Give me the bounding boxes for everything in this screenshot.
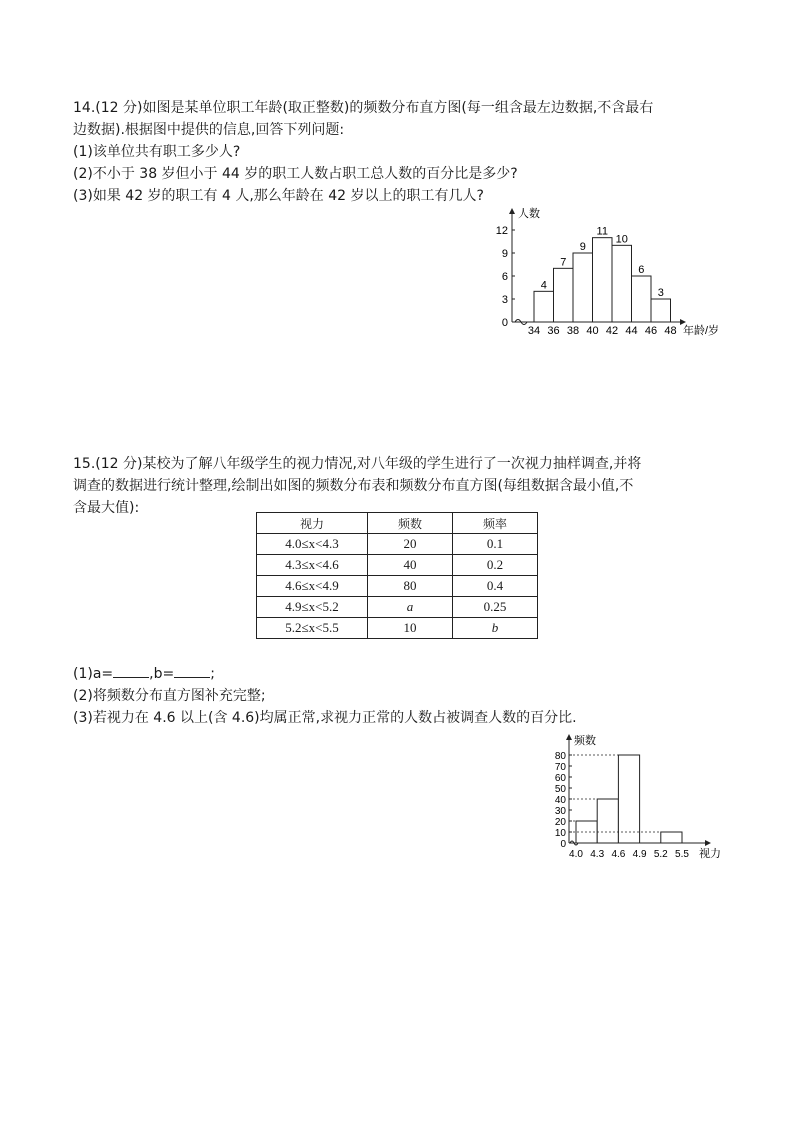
q15-sub2: (2)将频数分布直方图补充完整; [73,688,266,704]
bar-value-label: 10 [615,233,628,246]
x-tick-label: 38 [566,325,580,337]
x-tick-label: 4.9 [632,849,647,860]
x-tick-label: 48 [664,325,677,337]
table-cell: 4.3≤x<4.6 [257,555,368,576]
table-header: 频率 [453,513,538,534]
table-header: 视力 [257,513,368,534]
x-tick-label: 46 [644,325,658,337]
y-axis-label: 频数 [574,735,596,747]
table-header: 频数 [368,513,453,534]
y-tick-label: 50 [554,784,566,795]
q15-sub1-prefix: (1)a= [73,666,114,682]
q15-stem-line1: 15.(12 分)某校为了解八年级学生的视力情况,对八年级的学生进行了一次视力抽样调查,并将 [73,456,642,472]
table-cell: 80 [368,576,453,597]
table-header-row [257,513,538,534]
table-cell: a [368,597,453,618]
x-tick-label: 4.6 [611,849,626,860]
histogram-bar [554,268,574,322]
histogram-bar [534,291,554,322]
x-tick-label: 34 [527,325,541,337]
histogram-bar [597,799,618,843]
table-row [257,555,538,576]
y-tick-label: 20 [554,817,566,828]
q15-sub1-mid: ,b= [149,666,175,682]
bar-value-label: 7 [560,256,567,269]
y-tick-label: 70 [554,762,566,773]
q14-sub3: (3)如果 42 岁的职工有 4 人,那么年龄在 42 岁以上的职工有几人? [73,188,484,204]
table-cell: 5.2≤x<5.5 [257,618,368,639]
q15-sub1 [73,663,215,685]
q14-stem-line1: 14.(12 分)如图是某单位职工年龄(取正整数)的频数分布直方图(每一组含最左边数据,不含最右 [73,100,654,116]
histogram-bar [632,276,652,322]
table-cell: 4.6≤x<4.9 [257,576,368,597]
table-cell: 0.1 [453,534,538,555]
q15-sub3: (3)若视力在 4.6 以上(含 4.6)均属正常,求视力正常的人数占被调查人数的百分比. [73,710,577,726]
table-row [257,597,538,618]
table-cell: 0.25 [453,597,538,618]
y-tick-label: 6 [501,271,508,283]
y-tick-label: 80 [554,751,566,762]
x-tick-label: 44 [625,325,638,337]
table-cell: 10 [368,618,453,639]
table-cell: 20 [368,534,453,555]
age-histogram [490,200,740,345]
x-axis-label: 年龄/岁 [683,325,720,337]
frequency-table [256,512,538,639]
histogram-bar [612,245,632,322]
histogram-bar [618,755,639,843]
q15-sub1-suffix: ; [210,666,215,682]
histogram-bar [651,299,671,322]
table-row [257,618,538,639]
table-cell: b [453,618,538,639]
x-tick-label: 36 [547,325,560,337]
x-tick-label: 4.3 [590,849,605,860]
answer-blank-b[interactable] [174,663,210,678]
bar-value-label: 6 [638,264,645,276]
table-row [257,534,538,555]
table-cell: 40 [368,555,453,576]
x-tick-label: 4.0 [569,849,583,860]
y-tick-label: 10 [554,828,566,839]
y-tick-label: 0 [560,839,566,850]
bar-value-label: 4 [540,279,547,292]
q15-stem-line2: 调查的数据进行统计整理,绘制出如图的频数分布表和频数分布直方图(每组数据含最小值,不 [73,478,634,494]
vision-histogram [545,730,745,865]
x-axis-label: 视力 [699,848,721,860]
y-tick-label: 9 [501,248,508,260]
table-row [257,576,538,597]
x-axis-arrow [705,840,711,846]
x-tick-label: 5.5 [675,849,689,860]
x-tick-label: 40 [586,325,599,337]
histogram-bar [573,253,593,322]
y-tick-label: 40 [554,795,566,806]
y-axis-arrow [509,208,515,214]
y-tick-label: 3 [501,294,508,306]
histogram-bar [593,238,613,322]
bar-value-label: 3 [657,287,664,299]
y-tick-label: 12 [495,225,508,237]
table-cell: 0.2 [453,555,538,576]
q15-stem-line3: 含最大值): [73,500,140,516]
q14-sub1: (1)该单位共有职工多少人? [73,144,241,160]
y-axis-arrow [566,734,572,740]
histogram-bar [661,832,682,843]
x-tick-label: 42 [605,325,619,337]
q14-sub2: (2)不小于 38 岁但小于 44 岁的职工人数占职工总人数的百分比是多少? [73,166,518,182]
bar-value-label: 11 [596,225,608,238]
x-tick-label: 5.2 [653,849,668,860]
y-axis-label: 人数 [518,208,540,220]
bar-value-label: 9 [579,241,586,253]
y-tick-label: 60 [554,773,566,784]
table-cell: 4.0≤x<4.3 [257,534,368,555]
table-cell: 4.9≤x<5.2 [257,597,368,618]
answer-blank-a[interactable] [113,663,149,678]
table-cell: 0.4 [453,576,538,597]
q14-stem-line2: 边数据).根据图中提供的信息,回答下列问题: [73,122,345,138]
y-tick-label: 30 [554,806,566,817]
y-tick-label: 0 [501,317,508,329]
